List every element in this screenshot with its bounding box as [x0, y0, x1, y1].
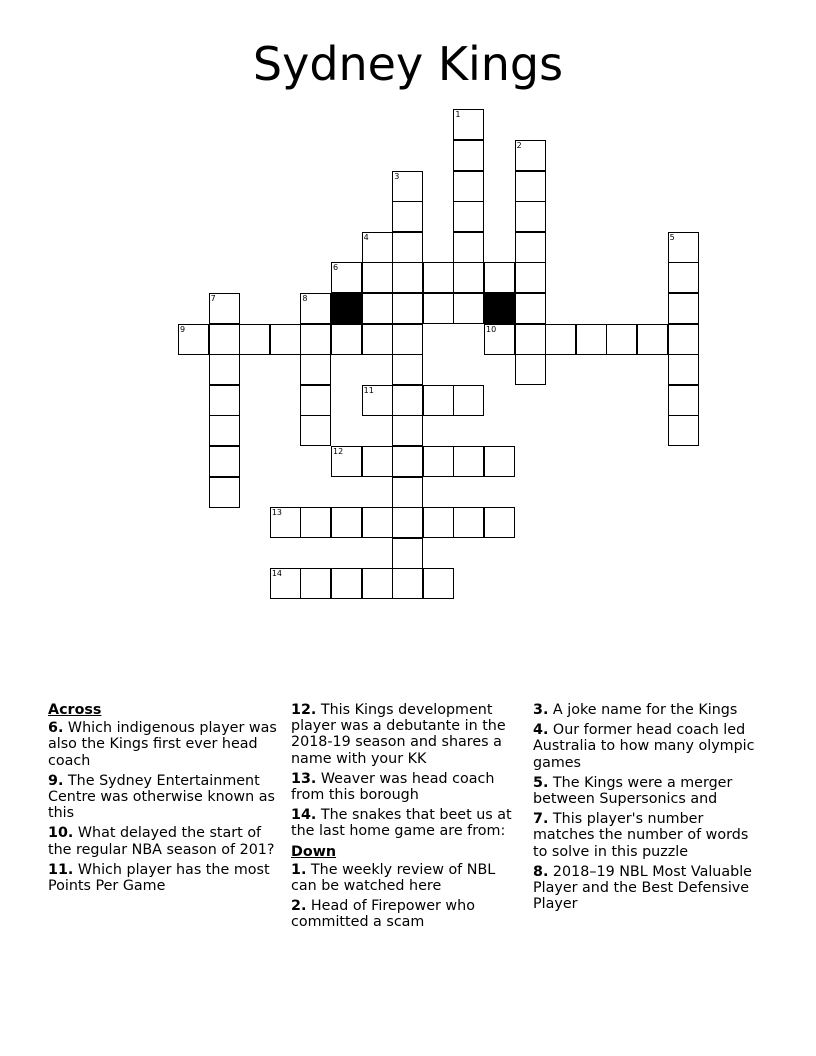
- grid-cell[interactable]: [300, 385, 331, 416]
- clue-down-3: 3. A joke name for the Kings: [533, 702, 738, 718]
- grid-cell[interactable]: [453, 507, 484, 538]
- grid-cell[interactable]: [545, 324, 576, 355]
- grid-cell[interactable]: [300, 507, 331, 538]
- clue-down-2: 2. Head of Firepower who committed a scam: [291, 898, 475, 931]
- grid-cell[interactable]: [331, 446, 362, 477]
- clues-column-3: [533, 702, 765, 916]
- grid-cell[interactable]: [668, 324, 699, 355]
- grid-cell[interactable]: [209, 477, 240, 508]
- clue-number: 13: [271, 508, 282, 518]
- grid-cell[interactable]: [270, 324, 301, 355]
- clue-number: 14: [271, 569, 282, 579]
- grid-cell[interactable]: [423, 262, 454, 293]
- clue-number: 10: [486, 324, 497, 334]
- grid-cell[interactable]: [362, 446, 393, 477]
- grid-cell[interactable]: [515, 201, 546, 232]
- puzzle-title: Sydney Kings: [252, 37, 564, 91]
- grid-cell[interactable]: [362, 568, 393, 599]
- clue-down-5: 5. The Kings were a merger between Supersonics and: [533, 774, 733, 808]
- grid-cell[interactable]: [209, 415, 240, 446]
- grid-cell[interactable]: [668, 232, 699, 263]
- grid-cell[interactable]: [362, 507, 393, 538]
- clue-number: 8: [302, 293, 308, 303]
- clues-column-2: [291, 702, 523, 935]
- grid-cell[interactable]: [668, 354, 699, 385]
- grid-cell[interactable]: [209, 354, 240, 385]
- clue-across-13: 13. Weaver was head coach from this borough: [291, 770, 495, 804]
- grid-cell[interactable]: [362, 232, 393, 263]
- grid-cell[interactable]: [362, 293, 393, 324]
- grid-cell[interactable]: [392, 262, 423, 293]
- grid-cell[interactable]: [331, 507, 362, 538]
- grid-cell[interactable]: [392, 201, 423, 232]
- grid-cell[interactable]: [515, 293, 546, 324]
- grid-cell[interactable]: [300, 415, 331, 446]
- grid-cell[interactable]: [392, 538, 423, 569]
- grid-cell[interactable]: [362, 324, 393, 355]
- clue-number: 11: [363, 385, 374, 395]
- clue-across-6: 6. Which indigenous player was also the Kings first ever head coach: [48, 720, 277, 769]
- grid-cell[interactable]: [423, 446, 454, 477]
- grid-cell[interactable]: [606, 324, 637, 355]
- grid-cell[interactable]: [637, 324, 668, 355]
- grid-cell[interactable]: [515, 324, 546, 355]
- grid-cell[interactable]: [453, 262, 484, 293]
- clue-down-4: 4. Our former head coach led Australia to how many olympic games: [533, 722, 755, 771]
- grid-cell[interactable]: [392, 446, 423, 477]
- grid-cell[interactable]: [453, 140, 484, 171]
- grid-cell[interactable]: [331, 262, 362, 293]
- grid-cell[interactable]: [392, 568, 423, 599]
- clue-number: 7: [210, 293, 216, 303]
- grid-cell[interactable]: [515, 140, 546, 171]
- down-heading: Down: [291, 843, 337, 860]
- grid-cell[interactable]: [331, 568, 362, 599]
- clue-number: 3: [394, 171, 400, 181]
- clue-number: 1: [455, 110, 461, 120]
- grid-cell[interactable]: [515, 262, 546, 293]
- clue-down-7: 7. This player's number matches the number of words to solve in this puzzle: [533, 811, 749, 860]
- grid-cell[interactable]: [453, 109, 484, 140]
- grid-cell[interactable]: [300, 293, 331, 324]
- clues-column-1: [48, 702, 280, 898]
- clue-down-1: 1. The weekly review of NBL can be watched here: [291, 861, 496, 895]
- across-heading: Across: [48, 702, 102, 718]
- grid-cell[interactable]: [668, 385, 699, 416]
- grid-cell[interactable]: [392, 507, 423, 538]
- clue-number: 9: [180, 324, 186, 334]
- grid-cell[interactable]: [453, 201, 484, 232]
- clue-across-10: 10. What delayed the start of the regular NBA season of 201?: [48, 825, 275, 858]
- grid-cell[interactable]: [423, 293, 454, 324]
- grid-cell[interactable]: [668, 262, 699, 293]
- clue-across-14: 14. The snakes that beet us at the last home game are from:: [291, 807, 512, 840]
- grid-cell[interactable]: [392, 354, 423, 385]
- grid-cell[interactable]: [392, 385, 423, 416]
- grid-cell[interactable]: [515, 232, 546, 263]
- grid-cell[interactable]: [484, 324, 515, 355]
- grid-cell[interactable]: [484, 446, 515, 477]
- grid-cell[interactable]: [423, 385, 454, 416]
- grid-cell[interactable]: [209, 293, 240, 324]
- clue-number: 12: [333, 446, 344, 456]
- grid-cell[interactable]: [209, 385, 240, 416]
- grid-cell[interactable]: [362, 385, 393, 416]
- grid-cell[interactable]: [576, 324, 607, 355]
- black-square: [331, 293, 362, 324]
- clue-number: 5: [669, 232, 675, 242]
- clue-across-12: 12. This Kings development player was a debutante in the 2018-19 season and shares a name with your KK: [291, 702, 506, 767]
- grid-cell[interactable]: [209, 446, 240, 477]
- grid-cell[interactable]: [392, 324, 423, 355]
- grid-cell[interactable]: [668, 293, 699, 324]
- grid-cell[interactable]: [209, 324, 240, 355]
- grid-cell[interactable]: [423, 568, 454, 599]
- clue-number: 2: [516, 140, 522, 150]
- grid-cell[interactable]: [300, 568, 331, 599]
- grid-cell[interactable]: [392, 477, 423, 508]
- grid-cell[interactable]: [270, 568, 301, 599]
- grid-cell[interactable]: [515, 171, 546, 202]
- grid-cell[interactable]: [453, 232, 484, 263]
- grid-cell[interactable]: [300, 324, 331, 355]
- grid-cell[interactable]: [453, 385, 484, 416]
- clue-number: 4: [363, 232, 369, 242]
- grid-cell[interactable]: [515, 354, 546, 385]
- grid-cell[interactable]: [484, 262, 515, 293]
- clue-number: 6: [333, 263, 339, 273]
- grid-cell[interactable]: [668, 415, 699, 446]
- clue-across-9: 9. The Sydney Entertainment Centre was otherwise known as this: [48, 772, 275, 822]
- grid-cell[interactable]: [178, 324, 209, 355]
- grid-cell[interactable]: [300, 354, 331, 385]
- grid-cell[interactable]: [392, 415, 423, 446]
- grid-cell[interactable]: [270, 507, 301, 538]
- black-square: [484, 293, 515, 324]
- grid-cell[interactable]: [423, 507, 454, 538]
- grid-cell[interactable]: [453, 171, 484, 202]
- grid-cell[interactable]: [453, 446, 484, 477]
- grid-cell[interactable]: [453, 293, 484, 324]
- grid-cell[interactable]: [362, 262, 393, 293]
- grid-cell[interactable]: [484, 507, 515, 538]
- grid-cell[interactable]: [392, 171, 423, 202]
- clue-across-11: 11. Which player has the most Points Per Game: [48, 861, 270, 895]
- grid-cell[interactable]: [239, 324, 270, 355]
- grid-cell[interactable]: [331, 324, 362, 355]
- clue-down-8: 8. 2018–19 NBL Most Valuable Player and the Best Defensive Player: [533, 863, 752, 913]
- grid-cell[interactable]: [392, 293, 423, 324]
- grid-cell[interactable]: [392, 232, 423, 263]
